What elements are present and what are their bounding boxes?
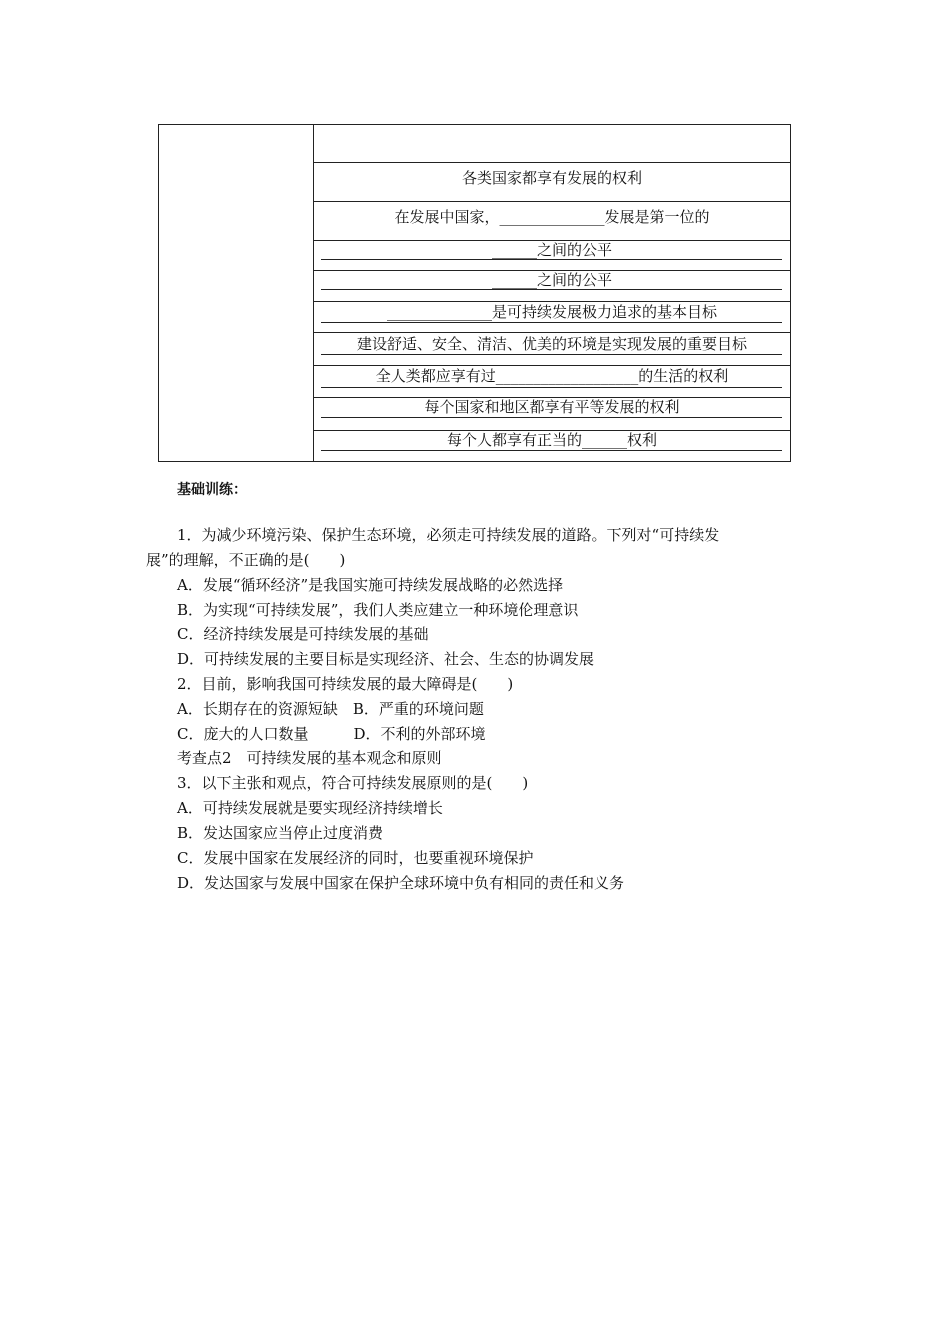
question-1-stem: 1．为减少环境污染、保护生态环境，必须走可持续发展的道路。下列对“可持续发 <box>177 526 720 544</box>
underline <box>321 354 782 355</box>
table-row-divider <box>314 162 790 163</box>
row-text: 在发展中国家， <box>394 208 500 226</box>
key-point-heading: 考查点2 可持续发展的基本观念和原则 <box>177 749 442 767</box>
row-text: 之间的公平 <box>536 241 612 259</box>
option-c: C．发展中国家在发展经济的同时，也要重视环境保护 <box>177 849 534 867</box>
underline <box>321 322 782 323</box>
option-a: A．可持续发展就是要实现经济持续增长 <box>177 799 443 817</box>
options-cd: C．庞大的人口数量 D．不利的外部环境 <box>177 725 486 743</box>
row-text: 的生活的权利 <box>638 367 729 385</box>
fill-blank[interactable]: ______ <box>491 241 537 259</box>
option-b: B．发达国家应当停止过度消费 <box>177 824 384 842</box>
question-2-stem: 2．目前，影响我国可持续发展的最大障碍是( ) <box>177 675 514 693</box>
table-row-divider <box>314 201 790 202</box>
table-row-divider <box>314 332 790 333</box>
row-text: 之间的公平 <box>536 271 612 289</box>
fill-blank[interactable]: ______________ <box>386 303 492 321</box>
row-text: 是可持续发展极力追求的基本目标 <box>491 303 717 321</box>
row-text: 全人类都应享有过 <box>375 367 496 385</box>
fill-blank[interactable]: ___________________ <box>495 367 639 385</box>
underline <box>321 450 782 451</box>
fill-blank[interactable]: ______ <box>491 271 537 289</box>
section-title: 基础训练： <box>177 482 247 498</box>
option-d: D．发达国家与发展中国家在保护全球环境中负有相同的责任和义务 <box>177 874 625 892</box>
row-text: 发展是第一位的 <box>604 208 710 226</box>
option-b: B．为实现“可持续发展”，我们人类应建立一种环境伦理意识 <box>177 601 579 619</box>
question-1-stem-cont: 展”的理解，不正确的是( ) <box>146 551 346 569</box>
row-text: 建设舒适、安全、清洁、优美的环境是实现发展的重要目标 <box>356 335 747 353</box>
row-text: 各类国家都享有发展的权利 <box>461 169 642 187</box>
row-text: 每个国家和地区都享有平等发展的权利 <box>424 398 680 416</box>
question-3-stem: 3．以下主张和观点，符合可持续发展原则的是( ) <box>177 774 529 792</box>
underline <box>321 387 782 388</box>
underline <box>321 417 782 418</box>
table-row-divider <box>314 301 790 302</box>
fill-blank[interactable]: ______ <box>582 431 627 449</box>
fill-blank[interactable]: ______________ <box>499 208 605 226</box>
option-d: D．可持续发展的主要目标是实现经济、社会、生态的协调发展 <box>177 650 595 668</box>
table-row-divider <box>314 365 790 366</box>
concept-table <box>158 124 791 462</box>
underline <box>321 289 782 290</box>
option-c: C．经济持续发展是可持续发展的基础 <box>177 625 429 643</box>
row-text: 每个人都享有正当的 <box>446 431 582 449</box>
underline <box>321 259 782 260</box>
option-a: A．发展“循环经济”是我国实施可持续发展战略的必然选择 <box>177 576 564 594</box>
row-text: 权利 <box>627 431 658 449</box>
options-ab: A．长期存在的资源短缺 B．严重的环境问题 <box>177 700 484 718</box>
